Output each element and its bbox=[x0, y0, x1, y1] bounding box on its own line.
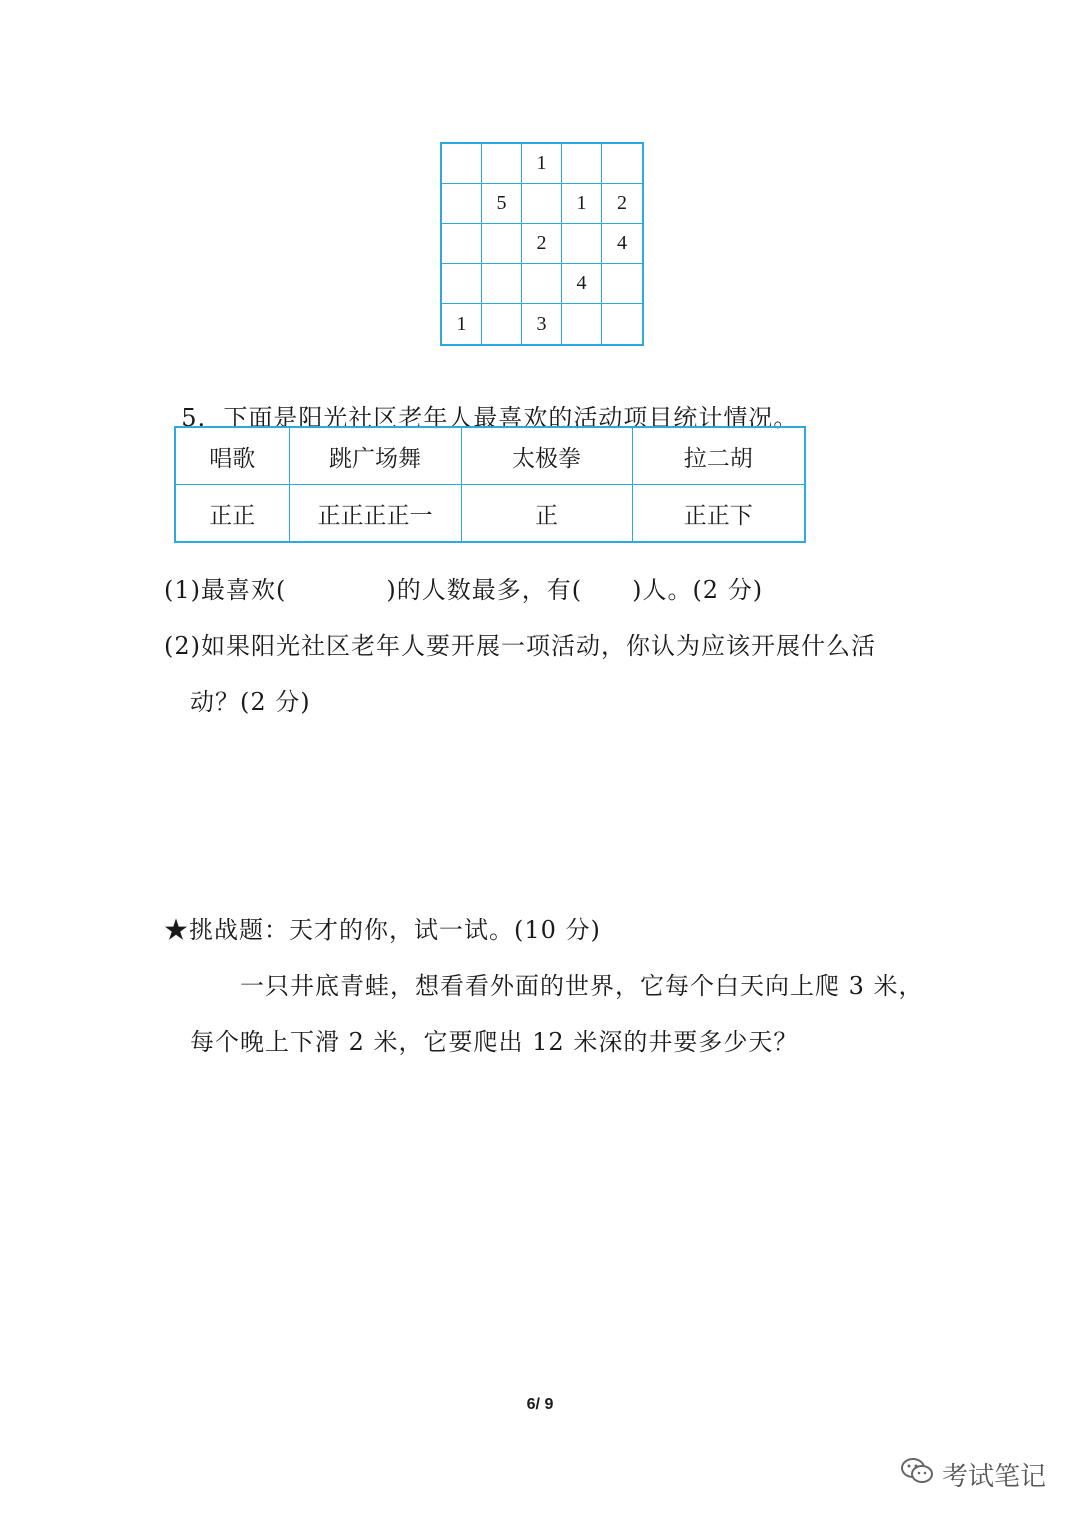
table-header-cell: 拉二胡 bbox=[632, 427, 805, 485]
tally-cell: 正正正正一 bbox=[289, 485, 461, 543]
wechat-icon bbox=[900, 1456, 934, 1493]
grid-cell: 1 bbox=[442, 304, 482, 344]
grid-cell bbox=[562, 224, 602, 264]
grid-cell bbox=[602, 264, 642, 304]
grid-cell: 2 bbox=[602, 184, 642, 224]
grid-cell bbox=[442, 264, 482, 304]
grid-cell: 3 bbox=[522, 304, 562, 344]
table-header-cell: 太极拳 bbox=[461, 427, 632, 485]
challenge-title: ★挑战题：天才的你，试一试。(10 分) bbox=[164, 916, 601, 944]
table-header-row bbox=[175, 427, 805, 485]
grid-cell bbox=[482, 224, 522, 264]
grid-cell bbox=[482, 144, 522, 184]
question-text: 下面是阳光社区老年人最喜欢的活动项目统计情况。 bbox=[223, 404, 799, 432]
grid-cell bbox=[602, 304, 642, 344]
grid-cell bbox=[602, 144, 642, 184]
question-5-heading bbox=[164, 370, 798, 433]
grid-cell bbox=[442, 224, 482, 264]
watermark bbox=[900, 1456, 1046, 1493]
grid-cell bbox=[522, 264, 562, 304]
watermark-text: 考试笔记 bbox=[941, 1462, 1046, 1492]
question-number: 5. bbox=[181, 404, 207, 432]
tally-cell: 正 bbox=[461, 485, 632, 543]
tally-cell: 正正 bbox=[175, 485, 289, 543]
question-5-sub-2-line-1: (2)如果阳光社区老年人要开展一项活动，你认为应该开展什么活 bbox=[164, 632, 876, 660]
activity-tally-table bbox=[174, 426, 806, 543]
grid-cell bbox=[562, 304, 602, 344]
table-header-cell: 跳广场舞 bbox=[289, 427, 461, 485]
grid-cell: 4 bbox=[562, 264, 602, 304]
grid-cell: 1 bbox=[562, 184, 602, 224]
challenge-line-2: 每个晚上下滑 2 米，它要爬出 12 米深的井要多少天？ bbox=[190, 1028, 799, 1056]
grid-cell bbox=[522, 184, 562, 224]
number-grid bbox=[440, 142, 644, 346]
grid-cell bbox=[562, 144, 602, 184]
table-header-cell: 唱歌 bbox=[175, 427, 289, 485]
tally-cell: 正正下 bbox=[632, 485, 805, 543]
table-row bbox=[175, 485, 805, 543]
grid-cell bbox=[442, 144, 482, 184]
page-number: 6/ 9 bbox=[526, 1396, 554, 1413]
question-5-sub-1: (1)最喜欢( )的人数最多，有( )人。(2 分) bbox=[164, 576, 764, 604]
grid-cell: 1 bbox=[522, 144, 562, 184]
grid-cell: 2 bbox=[522, 224, 562, 264]
grid-cell bbox=[442, 184, 482, 224]
grid-cell bbox=[482, 304, 522, 344]
grid-cell bbox=[482, 264, 522, 304]
question-5-sub-2-line-2: 动？(2 分) bbox=[190, 688, 311, 716]
challenge-line-1: 一只井底青蛙，想看看外面的世界，它每个白天向上爬 3 米， bbox=[240, 972, 924, 1000]
grid-cell: 4 bbox=[602, 224, 642, 264]
grid-cell: 5 bbox=[482, 184, 522, 224]
